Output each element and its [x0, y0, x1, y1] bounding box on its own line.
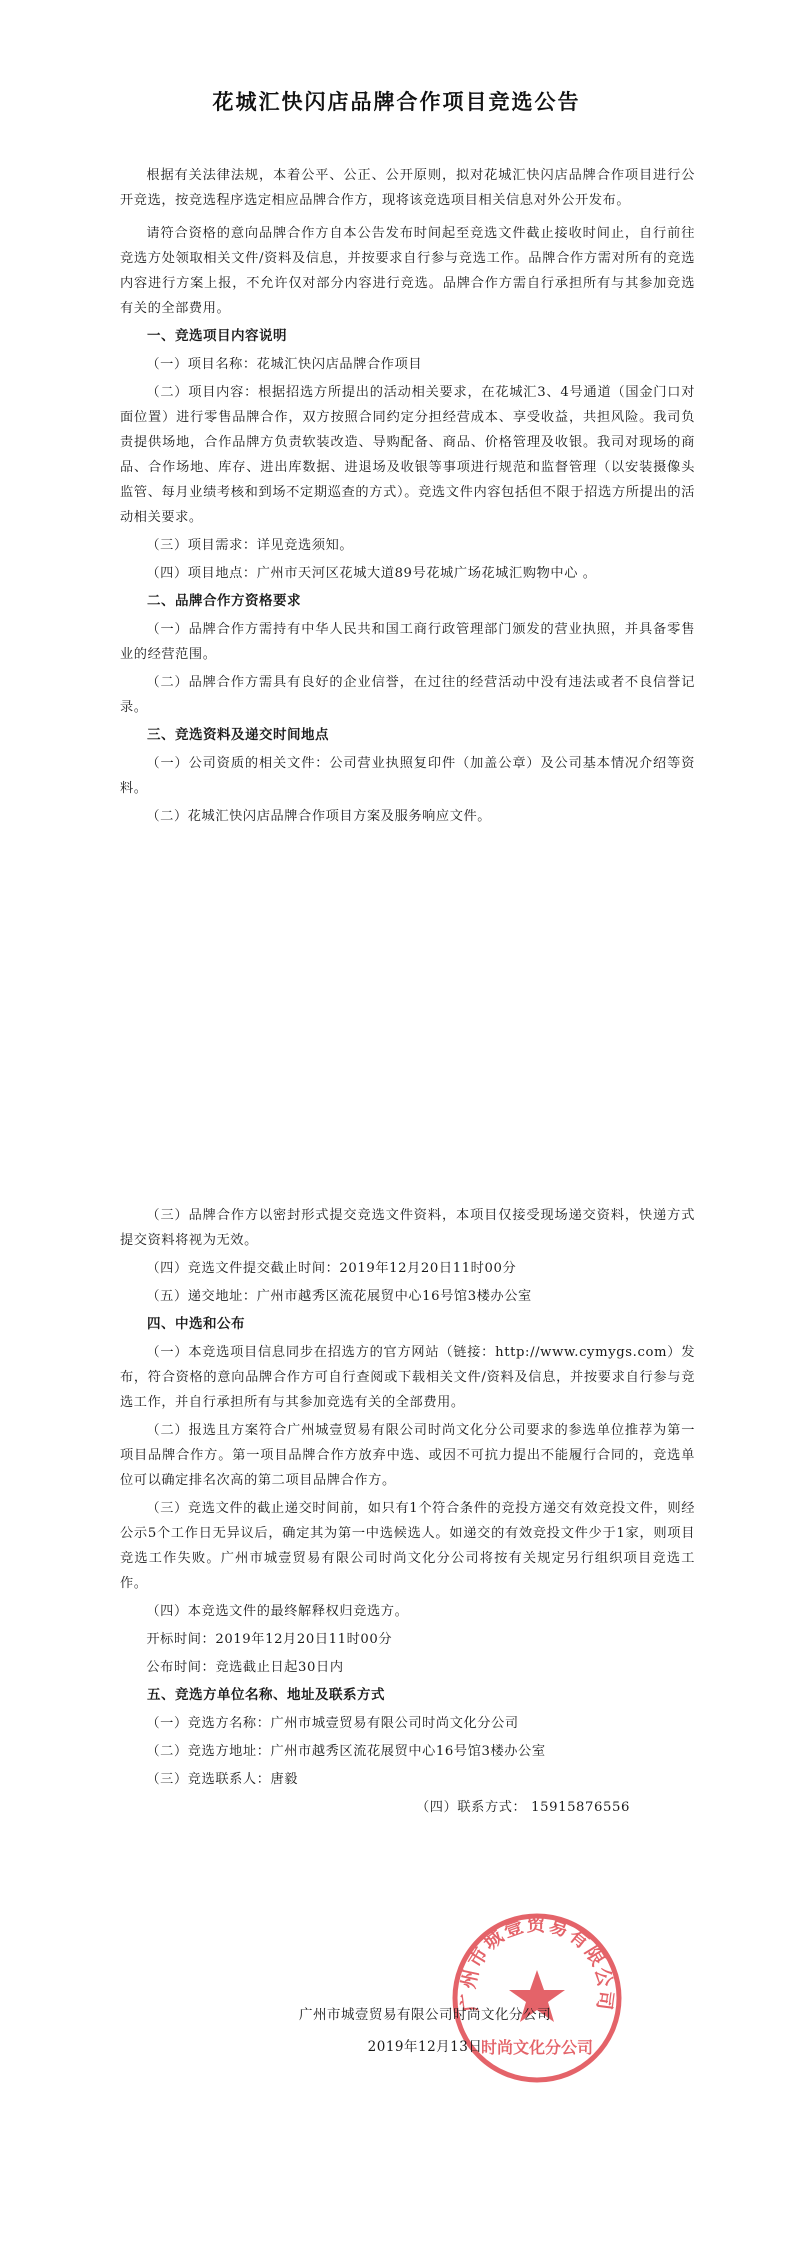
section-3-heading: 三、竞选资料及递交时间地点 — [147, 727, 329, 743]
section-3-item-2: （二）花城汇快闪店品牌合作项目方案及服务响应文件。 — [146, 809, 492, 824]
contact-phone: （四）联系方式： 15915876556 — [416, 1800, 630, 1815]
section-2-item-1: （一）品牌合作方需持有中华人民共和国工商行政管理部门颁发的营业执照，并具备零售业的经营范围。 — [120, 622, 695, 662]
section-1-item-2: （二）项目内容：根据招选方所提出的活动相关要求，在花城汇3、4号通道（国金门口对面位置）进行零售品牌合作，双方按照合同约定分担经营成本、享受收益，共担风险。我司负责提供场地，合作品牌方负责软装改造、导购配备、商品、价格管理及收银。我司对现场的商品、合作场地、库存、进出库数据、进退场及收银等事项进行规范和监督管理（以安装摄像头监管、每月业绩考核和到场不定期巡查的方式）。竞选文件内容包括但不限于招选方所提出的活动相关要求。 — [120, 385, 695, 525]
section-1-item-3: （三）项目需求：详见竞选须知。 — [146, 538, 354, 553]
bid-opening-time: 开标时间：2019年12月20日11时00分 — [146, 1632, 393, 1647]
section-4-item-4: （四）本竞选文件的最终解释权归竞选方。 — [146, 1604, 409, 1619]
section-4-item-3: （三）竞选文件的截止递交时间前，如只有1个符合条件的竞投方递交有效竞投文件，则经公示5个工作日无异议后，确定其为第一中选候选人。如递交的有效竞投文件少于1家，则项目竞选工作失败。广州市城壹贸易有限公司时尚文化分公司将按有关规定另行组织项目竞选工作。 — [120, 1501, 695, 1591]
signature-date: 2019年12月13日 — [367, 2039, 483, 2055]
section-5-heading: 五、竞选方单位名称、地址及联系方式 — [147, 1687, 385, 1703]
intro-paragraph-1: 根据有关法律法规，本着公平、公正、公开原则，拟对花城汇快闪店品牌合作项目进行公开竞选，按竞选程序选定相应品牌合作方，现将该竞选项目相关信息对外公开发布。 — [120, 168, 695, 208]
section-4-item-2: （二）报选且方案符合广州城壹贸易有限公司时尚文化分公司要求的参选单位推荐为第一项目品牌合作方。第一项目品牌合作方放弃中选、或因不可抗力提出不能履行合同的，竞选单位可以确定排名次高的第二项目品牌合作方。 — [120, 1423, 695, 1488]
company-seal-icon — [447, 1908, 627, 2088]
section-1-item-4: （四）项目地点：广州市天河区花城大道89号花城广场花城汇购物中心 。 — [146, 566, 597, 581]
seal-inner-text: 时尚文化分公司 — [480, 2038, 594, 2057]
section-1-item-1: （一）项目名称：花城汇快闪店品牌合作项目 — [146, 357, 423, 372]
page-two-body — [120, 1203, 695, 1823]
section-3-item-4: （四）竞选文件提交截止时间：2019年12月20日11时00分 — [146, 1261, 517, 1276]
section-5-item-1: （一）竞选方名称：广州市城壹贸易有限公司时尚文化分公司 — [146, 1716, 519, 1731]
section-5-item-2: （二）竞选方地址：广州市越秀区流花展贸中心16号馆3楼办公室 — [146, 1744, 546, 1759]
seal-outer-text: 广州市城壹贸易有限公司 — [457, 1913, 617, 2014]
section-2-item-2: （二）品牌合作方需具有良好的企业信誉，在过往的经营活动中没有违法或者不良信誉记录。 — [120, 675, 695, 715]
section-3-item-3: （三）品牌合作方以密封形式提交竞选文件资料，本项目仅接受现场递交资料，快递方式提交资料将视为无效。 — [120, 1208, 695, 1248]
section-3-item-1: （一）公司资质的相关文件：公司营业执照复印件（加盖公章）及公司基本情况介绍等资料。 — [120, 756, 695, 796]
page-one-body — [120, 163, 695, 832]
section-2-heading: 二、品牌合作方资格要求 — [147, 593, 301, 609]
section-5-item-3: （三）竞选联系人：唐毅 — [146, 1772, 299, 1787]
signature-block — [200, 2002, 650, 2060]
intro-paragraph-2: 请符合资格的意向品牌合作方自本公告发布时间起至竞选文件截止接收时间止，自行前往竞选方处领取相关文件/资料及信息，并按要求自行参与竞选工作。品牌合作方需对所有的竞选内容进行方案上报，不允许仅对部分内容进行竞选。品牌合作方需自行承担所有与其参加竞选有关的全部费用。 — [120, 226, 695, 316]
section-1-heading: 一、竞选项目内容说明 — [147, 328, 287, 344]
document-title: 花城汇快闪店品牌合作项目竞选公告 — [212, 90, 581, 114]
section-4-item-1: （一）本竞选项目信息同步在招选方的官方网站（链接：http://www.cymygs.com）发布，符合资格的意向品牌合作方可自行查阅或下载相关文件/资料及信息，并按要求自行参与竞选工作，并自行承担所有与其参加竞选有关的全部费用。 — [120, 1345, 695, 1410]
section-3-item-5: （五）递交地址：广州市越秀区流花展贸中心16号馆3楼办公室 — [146, 1289, 532, 1304]
signature-company: 广州市城壹贸易有限公司时尚文化分公司 — [299, 2007, 551, 2023]
section-4-heading: 四、中选和公布 — [147, 1316, 245, 1332]
announcement-time: 公布时间：竞选截止日起30日内 — [146, 1660, 344, 1675]
